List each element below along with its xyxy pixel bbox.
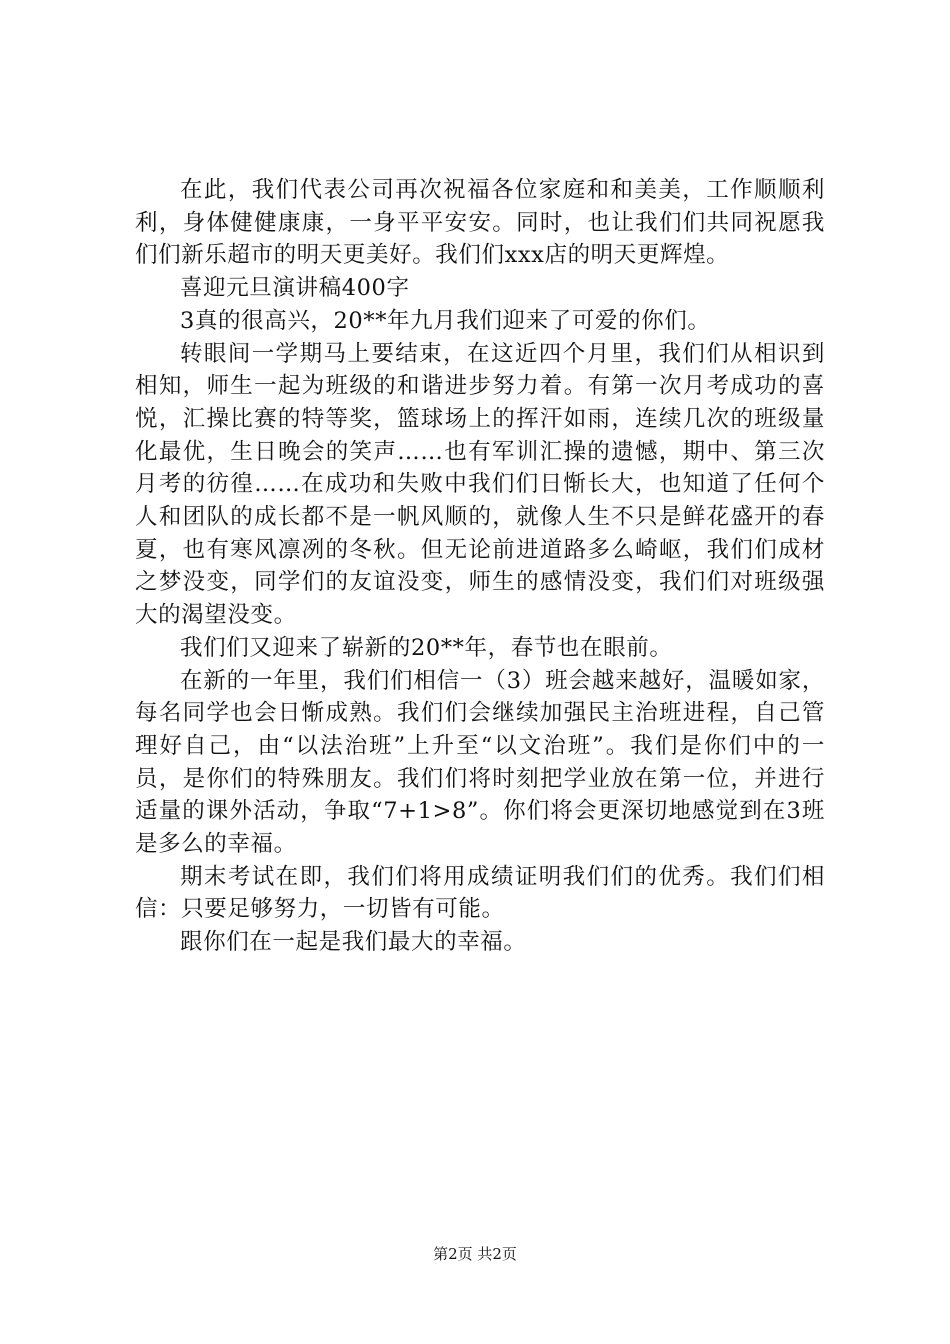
- document-body: [135, 174, 825, 959]
- paragraph-new-year: 我们们又迎来了崭新的20**年，春节也在眼前。: [180, 634, 673, 661]
- paragraph-speech-heading: 喜迎元旦演讲稿400字: [180, 275, 410, 302]
- paragraph-closing: 跟你们在一起是我们最大的幸福。: [180, 929, 527, 956]
- paragraph-semester-review: 转眼间一学期马上要结束，在这近四个月里，我们们从相识到相知，师生一起为班级的和谐进步努力着。有第一次月考成功的喜悦，汇操比赛的特等奖，篮球场上的挥汗如雨，连续几次的班级量化最优，生日晚会的笑声……也有军训汇操的遗憾，期中、第三次月考的彷徨……在成功和失败中我们们日惭长大，也知道了任何个人和团队的成长都不是一帆风顺的，就像人生不只是鲜花盛开的春夏，也有寒风凛冽的冬秋。但无论前进道路多么崎岖，我们们成材之梦没变，同学们的友谊没变，师生的感情没变，我们们对班级强大的渴望没变。: [135, 340, 825, 629]
- paragraph-closing-blessing: 在此，我们代表公司再次祝福各位家庭和和美美，工作顺顺利利，身体健健康康，一身平平安安。同时，也让我们们共同祝愿我们们新乐超市的明天更美好。我们们xxx店的明天更辉煌。: [135, 177, 825, 269]
- paragraph-new-year-hopes: 在新的一年里，我们们相信一（3）班会越来越好，温暖如家，每名同学也会日惭成熟。我们们会继续加强民主治班进程，自己管理好自己，由“以法治班”上升至“以文治班”。我们是你们中的一员，是你们的特殊朋友。我们们将时刻把学业放在第一位，并进行适量的课外活动，争取“7+1>8”。你们将会更深切地感觉到在3班是多么的幸福。: [135, 667, 825, 858]
- page-number-footer: 第2页 共2页: [433, 1245, 517, 1263]
- paragraph-intro: 3真的很高兴，20**年九月我们迎来了可爱的你们。: [180, 307, 711, 334]
- paragraph-final-exam: 期末考试在即，我们们将用成绩证明我们们的优秀。我们们相信：只要足够努力，一切皆有可能。: [135, 863, 825, 923]
